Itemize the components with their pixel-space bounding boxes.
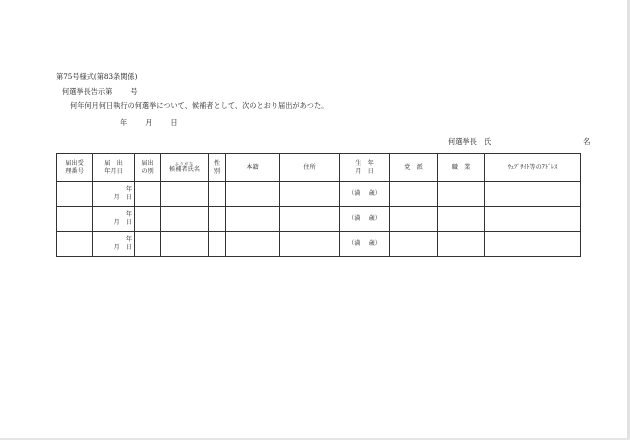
- cell-website: [485, 207, 581, 232]
- header-receipt-number: 届出受 理番号: [57, 154, 93, 182]
- cell-sex: [209, 232, 226, 257]
- cell-candidate-name: [161, 182, 209, 207]
- cell-domicile: [226, 207, 280, 232]
- table-row: [57, 232, 581, 257]
- cell-birthdate: （満 歳）: [340, 232, 390, 257]
- header-domicile: 本籍: [226, 154, 280, 182]
- signer-line: [448, 137, 590, 146]
- cell-address: [280, 232, 340, 257]
- cell-filing-date: 年 月 日: [93, 232, 135, 257]
- header-address: 住所: [280, 154, 340, 182]
- cell-candidate-name: [161, 207, 209, 232]
- date-day-label: 日: [170, 118, 178, 127]
- cell-birthdate: （満 歳）: [340, 182, 390, 207]
- cell-website: [485, 232, 581, 257]
- notice-date: [120, 118, 178, 127]
- table-row: [57, 207, 581, 232]
- notice-body: 何年何月何日執行の何選挙について、候補者として、次のとおり届出があつた。: [70, 101, 329, 110]
- cell-occupation: [438, 207, 485, 232]
- name-ruby: ふりがな: [174, 160, 195, 166]
- cell-filing-date: 年 月 日: [93, 182, 135, 207]
- cell-occupation: [438, 182, 485, 207]
- header-candidate-name: ふりがな 候補者氏名: [161, 154, 209, 182]
- cell-sex: [209, 182, 226, 207]
- header-filing-date: 届 出 年月日: [93, 154, 135, 182]
- cell-address: [280, 207, 340, 232]
- cell-address: [280, 182, 340, 207]
- cell-birthdate: （満 歳）: [340, 207, 390, 232]
- cell-receipt-number: [57, 232, 93, 257]
- cell-party: [390, 182, 438, 207]
- cell-filing-date: 年 月 日: [93, 207, 135, 232]
- candidate-table: [56, 153, 581, 257]
- signer-name-suffix: 名: [583, 137, 591, 146]
- cell-domicile: [226, 232, 280, 257]
- cell-domicile: [226, 182, 280, 207]
- cell-filing-type: [135, 232, 161, 257]
- cell-sex: [209, 207, 226, 232]
- cell-website: [485, 182, 581, 207]
- cell-filing-type: [135, 207, 161, 232]
- form-number: 第75号様式(第83条関係): [56, 72, 138, 81]
- header-sex: 性 別: [209, 154, 226, 182]
- date-year-label: 年: [120, 118, 128, 127]
- header-party: 党 派: [390, 154, 438, 182]
- notice-number-line: [62, 87, 138, 96]
- table-row: [57, 182, 581, 207]
- notice-prefix: 何選挙長告示第: [62, 87, 113, 96]
- cell-receipt-number: [57, 182, 93, 207]
- table-header-row: [57, 154, 581, 182]
- cell-party: [390, 232, 438, 257]
- date-month-label: 月: [145, 118, 153, 127]
- header-website: ｳｪﾌﾞｻｲﾄ等のｱﾄﾞﾚｽ: [485, 154, 581, 182]
- cell-occupation: [438, 232, 485, 257]
- cell-filing-type: [135, 182, 161, 207]
- header-filing-type: 届出 の別: [135, 154, 161, 182]
- header-birthdate: 生 年 月 日: [340, 154, 390, 182]
- signer-title: 何選挙長 氏: [448, 137, 492, 146]
- cell-party: [390, 207, 438, 232]
- header-occupation: 職 業: [438, 154, 485, 182]
- notice-suffix: 号: [130, 87, 138, 96]
- cell-receipt-number: [57, 207, 93, 232]
- cell-candidate-name: [161, 232, 209, 257]
